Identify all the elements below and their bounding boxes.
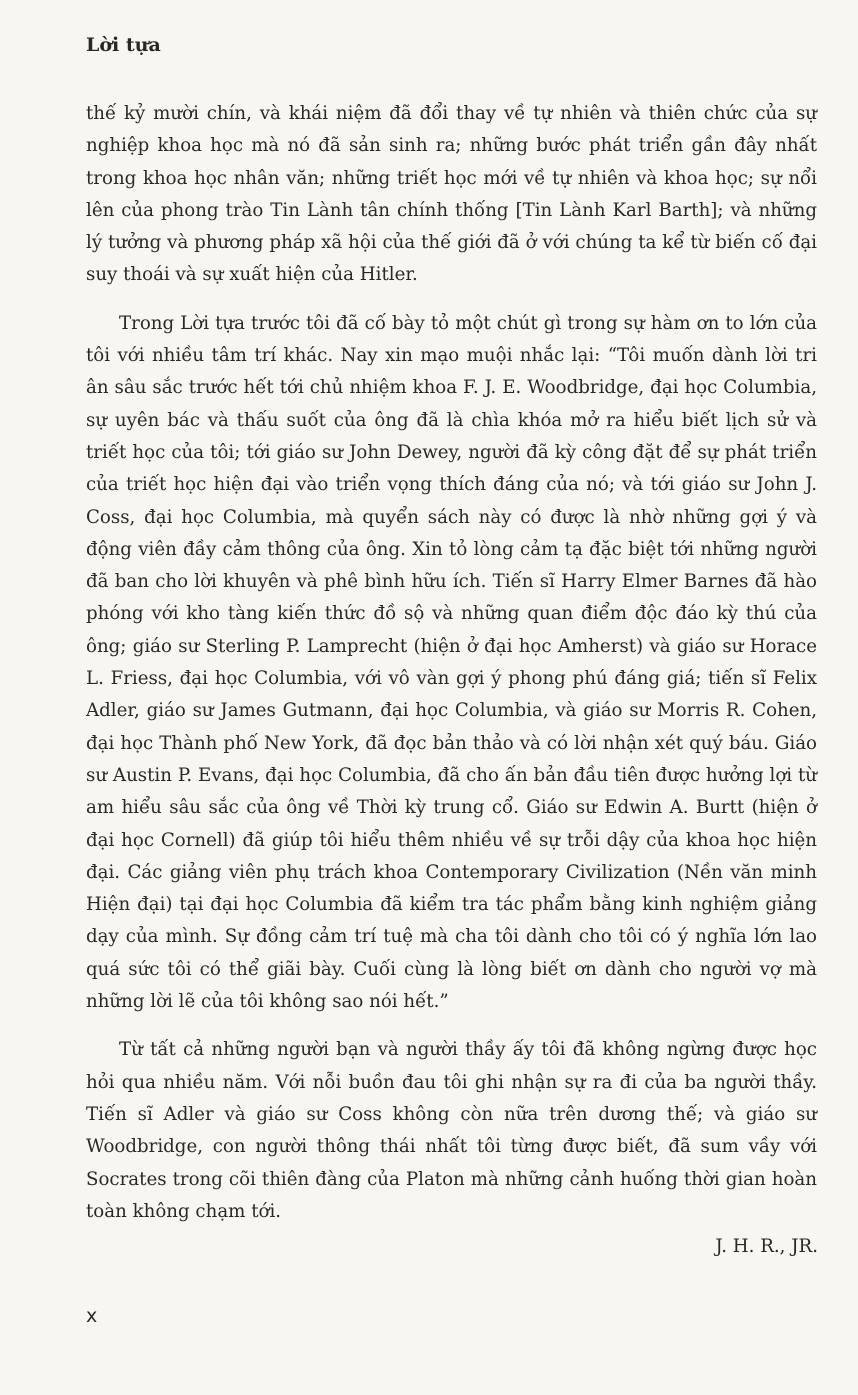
page-number: x <box>86 1305 98 1327</box>
paragraph-teachers: Từ tất cả những người bạn và người thầy ấy tôi đã không ngừng được học hỏi qua nhiều năm. Với nỗi buồn đau tôi ghi nhận sự ra đi của ba người thầy. Tiến sĩ Adler và giáo sư Coss không còn nữa trên dương thế; và giáo sư Woodbridge, con người thông thái nhất tôi từng được biết, đã sum vầy với Socrates trong cõi thiên đàng của Platon mà những cảnh huống thời gian hoàn toàn không chạm tới. <box>86 1039 817 1222</box>
paragraph-acknowledgements: Trong Lời tựa trước tôi đã cố bày tỏ một chút gì trong sự hàm ơn to lớn của tôi với nhiều tâm trí khác. Nay xin mạo muội nhắc lại: “Tôi muốn dành lời tri ân sâu sắc trước hết tới chủ nhiệm khoa F. J. E. Woodbridge, đại học Columbia, sự uyên bác và thấu suốt của ông đã là chìa khóa mở ra hiểu biết lịch sử và triết học của tôi; tới giáo sư John Dewey, người đã kỳ công đặt để sự phát triển của triết học hiện đại vào triển vọng thích đáng của nó; và tới giáo sư John J. Coss, đại học Columbia, mà quyển sách này có được là nhờ những gợi ý và động viên đầy cảm thông của ông. Xin tỏ lòng cảm tạ đặc biệt tới những người đã ban cho lời khuyên và phê bình hữu ích. Tiến sĩ Harry Elmer Barnes đã hào phóng với kho tàng kiến thức đồ sộ và những quan điểm độc đáo kỳ thú của ông; giáo sư Sterling P. Lamprecht (hiện ở đại học Amherst) và giáo sư Horace L. Friess, đại học Columbia, với vô vàn gợi ý phong phú đáng giá; tiến sĩ Felix Adler, giáo sư James Gutmann, đại học Columbia, và giáo sư Morris R. Cohen, đại học Thành phố New York, đã đọc bản thảo và có lời nhận xét quý báu. Giáo sư Austin P. Evans, đại học Columbia, đã cho ấn bản đầu tiên được hưởng lợi từ am hiểu sâu sắc của ông về Thời kỳ trung cổ. Giáo sư Edwin A. Burtt (hiện ở đại học Cornell) đã giúp tôi hiểu thêm nhiều về sự trỗi dậy của khoa học hiện đại. Các giảng viên phụ trách khoa Contemporary Civilization (Nền văn minh Hiện đại) tại đại học Columbia đã kiểm tra tác phẩm bằng kinh nghiệm giảng dạy của mình. Sự đồng cảm trí tuệ mà cha tôi dành cho tôi có ý nghĩa lớn lao quá sức tôi có thể giãi bày. Cuối cùng là lòng biết ơn dành cho người vợ mà những lời lẽ của tôi không sao nói hết.” <box>86 312 817 1013</box>
author-signature: J. H. R., JR. <box>715 1236 818 1257</box>
paragraph-continuation: thế kỷ mười chín, và khái niệm đã đổi thay về tự nhiên và thiên chức của sự nghiệp khoa học mà nó đã sản sinh ra; những bước phát triển gần đây nhất trong khoa học nhân văn; những triết học mới về tự nhiên và khoa học; sự nổi lên của phong trào Tin Lành tân chính thống [Tin Lành Karl Barth]; và những lý tưởng và phương pháp xã hội của thế giới đã ở với chúng ta kể từ biến cố đại suy thoái và sự xuất hiện của Hitler. <box>86 103 817 286</box>
running-header: Lời tựa <box>86 34 161 56</box>
body-text <box>86 98 817 1244</box>
